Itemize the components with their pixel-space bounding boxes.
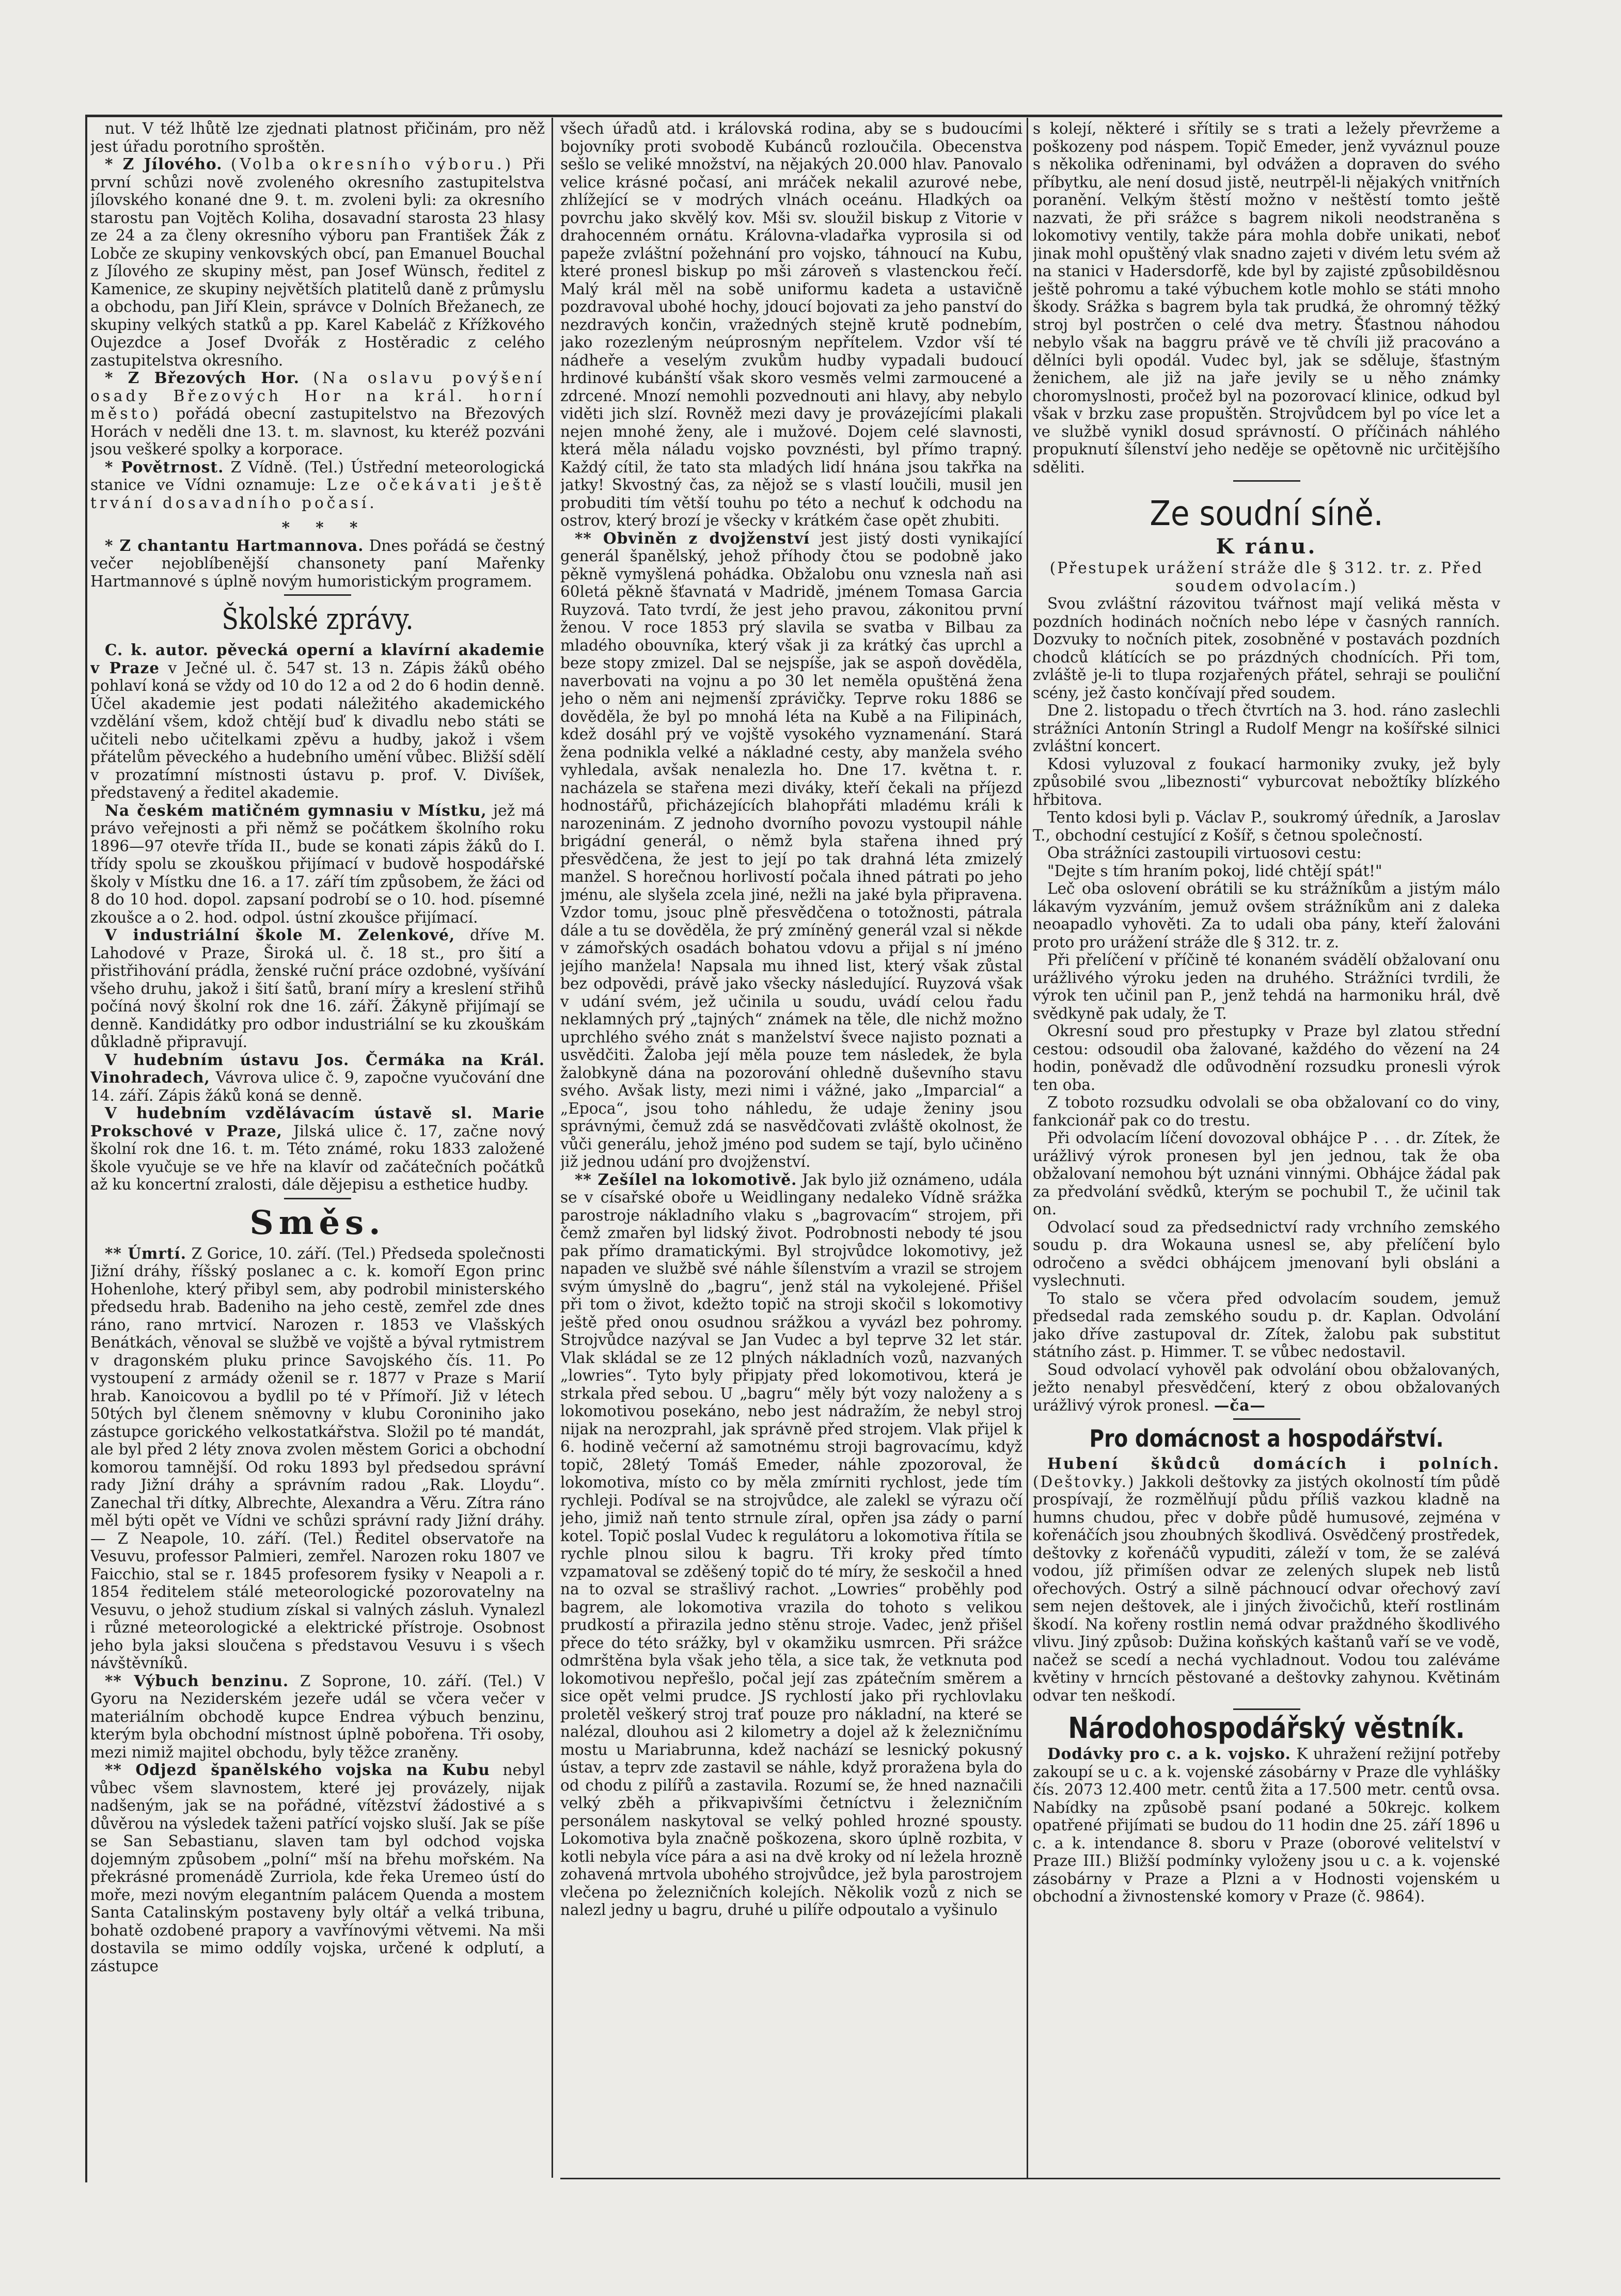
misc-text: jest jistý dosti vynikající generál španělský, jehož příhody čtou se podobně jako pěkně vymyšlená pohádka. Obžalobu onu vznesla naň asi 60letá pěkně šťavnatá v Madridě, jménem Tomasa Garcia Ruyzová. Tato tvrdí, že jest jeho pravou, zákonitou první ženou. V roce 1853 prý slavila se svatba v Bilbau za mladého obouvníka, který však ji za krátký čas uprchl a beze stopy zmizel. Dal se nejspíše, jak se aspoň dověděla, naverbovati na vojnu a po 30 let neměla opuštěná žena jeho o něm ani nejmenší zprávičky. Teprve roku 1886 se dověděla, že byl po mnohá léta na Kubě a na Filipinách, kdež dosáhl prý ve vojště vysokého vyznamenání. Stará žena podnikla velké a nákladné cesty, aby manžela svého vyhledala, avšak nenalezla ho. Dne 17. května t. r. nacházela se stařena mezi diváky, kteří čekali na příjezd hodnostářů, přicházejících blahopřáti mladému králi k narozeninám. Z jednoho dvorního povozu vystoupil náhle brigádní generál, o němž byla stařena ihned prý přesvědčena, že jest to její po tak drahná léta zmizelý manžel. S horečnou horlivostí počala ihned pátrati po jeho jménu, ale slyšela zcela jiné, nežli na jaké byla připravena. Vzdor tomu, jsouc plně přesvědčena o totožnosti, pátrala dále a tu se dověděla, že prý zmíněný generál vzal si někde v zámořských osadách bohatou vdovu a přijal s ní jméno jejího manžela! Napsala mu ihned list, který však zůstal bez odpovědi, právě jako všecky následující. Ruyzová však v udání svém, jež učinila u soudu, uvádí celou řadu neklamných prý „tajných“ známek na těle, dle nichž možno uprchlého svého znát s manželství švece najisto poznati a usvědčiti. Žaloba její měla pouze tem následek, že byla žalobkyně dána na pozorování ohledně duševního stavu svého. Avšak listy, mezi nimi i vážné, jako „Imparcial“ a „Epoca“, jsou toho náhledu, že udaje ženiny jsou správnými, čemuž zdá se nasvědčovati zvláště okolnost, že vůči generálu, jehož jméno pod sudem se tají, bylo učiněno již jednou udání pro dvojženství. xyxy=(560,529,1022,1170)
paragraph: Z toboto rozsudku odvolali se oba obžalovaní co do viny, fankcionář pak co do trestu. xyxy=(1033,1094,1500,1129)
column-1 xyxy=(90,120,545,2180)
paragraph: Kdosi vyluzoval z foukací harmoniky zvuky, jež byly způsobilé svou „libeznosti“ vyburcovat nebožtíky blízkého hřbitova. xyxy=(1033,755,1500,809)
news-text: Při první schůzi nově zvoleného okresního zastupitelstva jílovského konané dne 9. t. m. zvoleni byli: za okresního starostu pan Vojtěch Koliha, dosavadní starosta 23 hlasy ze 24 a za členy okresního výboru pan František Žák z Lobče ze skupiny venkovských obcí, pan Emanuel Bouchal z Jílového ze skupiny měst, pan Josef Wünsch, ředitel z Kamenice, ze skupiny největších platitelů daně z průmyslu a obchodu, pan Jiří Klein, správce v Dolních Břežanech, ze skupiny velkých statků a pp. Karel Kabeláč z Křížkového Oujezdce a Josef Dvořák z Hostěradic z celého zastupitelstva okresního. xyxy=(90,155,545,369)
paragraph: Odvolací soud za předsednictví rady vrchního zemského soudu p. dra Wokauna usnesl se, aby přelíčení bylo odročeno a svědci obhájcem jmenovaní byli obsláni a vyslechnuti. xyxy=(1033,1218,1500,1289)
school-item xyxy=(90,1051,545,1105)
paragraph: Při přelíčení v příčině té konaném svádělí obžalovaní onu urážlivého výroku jeden na druhého. Strážníci tvrdili, že výrok ten učinil pan P., jenž tehdá na harmoniku hrál, dvě svědkyně pak udaly, že T. xyxy=(1033,951,1500,1022)
paragraph: Svou zvláštní rázovitou tvářnost mají veliká města v pozdních hodinách nočních nebo lépe v časných ranních. Dozvuky to nočních pitek, zosobněné v postavách pozdních chodců klátících se po prázdných chodnících. Při tom, zvláště je-li to tlupa rozjařených přátel, sehraji se pouliční scény, jež často končívají před soudem. xyxy=(1033,595,1500,702)
school-item xyxy=(90,802,545,927)
misc-title: ** Obviněn z dvojženství xyxy=(575,529,810,547)
news-brezove xyxy=(90,369,545,458)
misc-item xyxy=(560,530,1022,1171)
news-title: * Z Březových Hor. xyxy=(105,369,300,387)
economy-item xyxy=(1033,1745,1500,1906)
misc-continuation: s kolejí, některé i sřítily se s trati a ležely převržeme a poškozeny pod náspem. Topič Emeder, jenž vyváznul pouze s několika odřeninami, byl odvážen a dopraven do svého příbytku, ale není dosud jistě, neutrpěl-li nějakých vnitřních poranění. Velkým štěstí možno v neštěstí tomto ještě nazvati, že při srážce s bagrem nikoli neodstraněna s lokomotivy ventily, takže pára mohla dobře unikati, neboť jinak mohl opuštěný vlak snadno zajeti v divém letu svém až na stanici v Hadersdorfě, kde byl by zajisté způsobilděsnou ještě pohromu a také výbuchem kotle mohlo se státi mnoho škody. Srážka s bagrem byla tak prudká, že ohromný těžký stroj byl postrčen o celé dva metry. Šťastnou náhodou nebylo však na baggru právě ve tě chvíli již pracováno a dělníci byli opodál. Vudec byl, jak se sděluje, šťastným ženichem, ale již na jaře jevily se u něho známky choromyslnosti, pročež byl na pozorovací klinice, odkud byl však v brzku zase propuštěn. Strojvůdcem byl po více let a ve službě vynikl dosud správností. O příčinách náhlého propuknutí šílenství jeho neděje se opětovně nic určitějšího sděliti. xyxy=(1033,120,1500,476)
misc-text: nebyl vůbec všem slavnostem, které jej provázely, nijak nadšeným, jak se na pořádné, vítězství žádostivé a s důvěrou na výsledek taženi patřící vojsko sluší. Jak se píše se San Sebastianu, slaven tam byl odchod vojska dojemným způsobem „polní“ mší na břehu mořském. Na překrásné promenádě Zurriola, kde řeka Uremeo ústí do moře, mezi novým elegantním palácem Quenda a mostem Santa Catalinským postaveny byly oltář a velká tribuna, bohatě ozdobené prapory a vavřínovými větvemi. Na mši dostavila se mimo oddíly vojska, určené k odplutí, a zástupce xyxy=(90,1761,545,1975)
misc-title: ** Výbuch benzinu. xyxy=(105,1671,289,1690)
article-subtitle: (Přestupek urážení stráže dle § 312. tr. z. Před soudem odvolacím.) xyxy=(1049,559,1484,595)
school-text: v Ječné ul. č. 547 st. 13 n. Zápis žáků obého pohlaví koná se vždy od 10 do 12 a od 2 do 6 hodin denně. Účel akademie jest podati náležitého akademického vzdělání všem, kdož chtějí buď k divadlu nebo státi se učiteli nebo učitelkami zpěvu a hudby, jakož i všem přátelům pěveckého a hudebního umění vůbec. Bližší sdělí v prozatímní místnosti ústavu p. prof. V. Divíšek, představený a ředitel akademie. xyxy=(90,659,545,801)
news-jilove xyxy=(90,155,545,369)
news-title: * Z Jílového. xyxy=(105,155,223,173)
misc-title: ** Zešílel na lokomotivě. xyxy=(575,1170,797,1189)
divider xyxy=(284,594,351,596)
news-subtitle: (Volba okresního výboru.) xyxy=(230,155,514,173)
news-subtitle: (Na oslavu povýšení osady Březových Hor na král. horní město) xyxy=(90,369,545,422)
news-title: * Z chantantu Hartmannova. xyxy=(105,536,364,555)
school-text: jež má právo veřejnosti a při němž se počátkem školního roku 1896—97 otevře třída II., bude se konati zápis žáků do I. třídy spolu se zkouškou přijímací v budově hospodářské školy v Místku dne 16. a 17. září tím způsobem, že žáci od 8 do 10 hod. dopol. zapsaní podrobí se o 10. hod. písemné zkoušce a o 2. hod. odpol. ústní zkoušce přijímací. xyxy=(90,801,545,926)
bottom-rule xyxy=(560,2178,1500,2179)
column-rule-1 xyxy=(552,118,553,2178)
news-text: Dnes pořádá se čestný večer nejoblíbenější chansonety paní Mařenky Hartmannové s úplně novým humoristickým programem. xyxy=(90,536,545,590)
column-rule-2 xyxy=(1027,118,1028,2178)
paragraph: Leč oba oslovení obrátili se ku strážníkům a jistým málo lákavým vyzváním, jemuž ovšem strážníkům ani z daleka neoapadlo vyhověti. Za to udali oba pány, kteří žalováni proto pro urážení stráže dle § 312. tr. z. xyxy=(1033,880,1500,951)
misc-item xyxy=(90,1672,545,1762)
misc-continuation: všech úřadů atd. i královská rodina, aby se s budoucími bojovníky proti svobodě Kubánců rozloučila. Obecenstva sešlo se veliké množství, na nějakých 20.000 hlav. Panovalo velice krásné počasí, ani mráček nekalil azurové nebe, zhlížející se v modrých vlnách oceánu. Hladkých oa povrchu jako skvělý kov. Mši sv. sloužil biskup z Vitorie v drahocenném ornátu. Královna-vladařka vyprosila si od papeže zvláštní požehnání pro vojsko, táhnoucí na Kubu, které pronesl biskup po mši zároveň s vlastenckou řečí. Malý král měl na sobě uniformu kadeta a ustavičně pozdravoval ubohé hochy, jdoucí bojovati za jeho panství do nezdravých končin, vražedných stejně krutě podnebím, jako rozezleným neúprosným nepřítelem. Vzdor vší té nádheře a veselým zvukům hudby vypadali budoucí hrdinové kubánští však skoro vesměs velmi zarmoucené a zdrcené. Mnozí nemohli pozvednouti ani hlavy, aby nebylo viděti jich slzí. Rovněž mezi davy je provázejícími plakali nejen mnohé ženy, ale i mužové. Dojem celé slavnosti, která měla náladu vojsko povznésti, byl přímo trapný. Každý cítil, že tato sta mladých lidí hnána jsou takřka na jatky! Skvostný čas, za nějož se s vlastí loučili, musil jen probuditi tím větší touhu po této a nechuť k odchodu na ostrov, který brozí je všecky v krátkém čase opět zhubiti. xyxy=(560,120,1022,529)
paragraph: Dne 2. listopadu o třech čtvrtích na 3. hod. ráno zaslechli strážníci Antonín Stringl a Rudolf Mengr na košířské silnici zvláštní koncert. xyxy=(1033,702,1500,755)
paragraph-text: Soud odvolací vyhověl pak odvolání obou obžalovaných, ježto nenabyl přesvědčení, který z obou obžalovaných urážlivý výrok pronesl. xyxy=(1033,1360,1500,1414)
school-title: V hudebním ústavu Jos. Čermáka na Král. Vinohradech, xyxy=(90,1050,545,1086)
misc-item xyxy=(90,1761,545,1975)
misc-text: Jak bylo již oznámeno, udála se v císařské oboře u Weidlingany nedaleko Vídně srážka parostroje nákladního vlaku s „bagrovacím“ strojem, při čemž zmařen byl lidský život. Podrobnosti nebody té jsou pak přímo dramatickými. Byl strojvůdce lokomotivy, jež napaden ve službě své náhle šílenstvím a vrazil se strojem svým úmyslně do „bagru“, jenž stál na vykolejené. Přišel při tom o život, kdežto topič na stroji skočil s lokomotivy ještě před onou osudnou srážkou a vyvázl bez pohromy. Strojvůdce nazýval se Jan Vudec a byl teprve 32 let stár. Vlak skládal se ze 12 plných nákladních vozů, nazvaných „lowries“. Tyto byly připjaty před lokomotivou, která je strkala před sebou. U „bagru“ měly být vozy naloženy a s lokomotivou posekáno, nebo jest nádražím, že nebyl stroj nijak na nerozprahl, jak správně před strojem. Vlak přijel k 6. hodině večerní až samotnému stroji bagrovacímu, když topič, 28letý Tomáš Emeder, náhle zpozoroval, že lokomotiva, místo co by měla zmírniti rychlost, jede tím rychleji. Podíval se na strojvůdce, ale zalekl se výrazu očí jeho, jimiž naň tento strnule zíral, opřen jsa zády o parní kotel. Topič poslal Vudec k regulátoru a lokomotiva řítila se rychle plnou silou k bagru. Tři kroky před tímto vzpamatoval se zděšený topič do té míry, že seskočil a hned na to ozval se strašlivý rachot. „Lowries“ proběhly pod bagrem, ale lokomotiva vrazila do tohoto s velikou prudkostí a přirazila jedno stěnu stroje. Vadec, jenž přišel přece do této srážky, byl v okamžiku usmrcen. Při srážce odmrštěna byla však jeho těla, a sice tak, že vetknuta pod lokomotivou nepřešlo, počal její zas zpátečním směrem a sice opět velmi prudce. JS rychlostí jako při rychlovlaku proletěl veškerý stroj trať pouze pro nákladní, na které se nalézal, dlouhou asi 2 kilometry a dojel až k železničnímu mostu u Mariabrunna, kdež nachází se lesnický pokusný ústav, a teprv zde zastavil se náhle, když proražena byla do od chodu z pilířů a zastavila. Rozumí se, že hned naznačili velký zběh a přikvapivšími četníctvu i železničním personálem naskytoval se velký pohled hrozné spousty. Lokomotiva byla značně poškozena, skoro úplně rozbita, v kotli nebyla více pára a asi na dvě kroky od ní ležela hrozně zohavená mrtvola ubohého strojvůdce, jež byla parostrojem vlečena po železničních kolejích. Několik vozů z nich se nalezl jedny u bagru, druhé u pilíře odpoutalo a vyšinulo xyxy=(560,1170,1022,1919)
school-item xyxy=(90,926,545,1051)
news-text: pořádá obecní zastupitelstvo na Březových Horách v neděli dne 13. t. m. slavnost, ku kteréž pozváni jsou veškeré spolky a korporace. xyxy=(90,405,545,458)
paragraph xyxy=(1033,1361,1500,1415)
misc-text: Z Gorice, 10. září. (Tel.) Předseda společnosti Jižní dráhy, říšský poslanec a c. k. komoří Egon princ Hohenlohe, který přibyl sem, aby podrobil ministerského předsedu hrab. Badeniho na jeho cestě, zemřel zde dnes ráno, rano mrtvicí. Narozen r. 1853 ve Vlašských Benátkách, věnoval se službě ve vojště a býval rytmistrem v dragonském pluku prince Savojského čís. 11. Po vystoupení z armády oženil se r. 1877 v Praze s Marií hrab. Kanoicovou a bydlil po té v Přímoří. Již v létech 50tých byl členem sněmovny v klubu Coroniniho jako zástupce gorického velkostatkářstva. Složil po té mandát, ale byl před 2 léty znova zvolen městem Gorici a obchodní komorou tamnější. Od roku 1893 byl předsedou správní rady Jižní dráhy a správním radou „Rak. Lloydu“. Zanechal tři dítky, Albrechte, Alexandra a Věru. Zítra ráno měl býti opět ve Vídni ve schůzi správní rady Jižní dráhy. — Z Neapole, 10. září. (Tel.) Ředitel observatoře na Vesuvu, professor Palmieri, zemřel. Narozen roku 1807 ve Faicchio, stal se r. 1845 profesorem fysiky v Neapoli a r. 1854 ředitelem stálé meteorologické pozorovatelny na Vesuvu, o jehož studium získal si valných zásluh. Vynalezl i různé meteorologické a elektrické přístroje. Osobnost jeho byla jaksi sloučena s představou Vesuvu i s všech návštěvníků. xyxy=(90,1244,545,1672)
school-text: dříve M. Lahodové v Praze, Široká ul. č. 18 st., pro šití a přistřihování prádla, ženské ruční práce ozdobné, vyšívání všeho druhu, jakož i šití šatů, braní míry a kreslení střihů počíná nový školní rok dne 16. září. Žákyně přijímají se denně. Kandidátky pro odbor industriální se ku zkouškám důkladně připravují. xyxy=(90,926,545,1051)
divider xyxy=(284,1198,351,1199)
household-subtitle: (Deštovky.) xyxy=(1033,1472,1136,1491)
misc-title: ** Úmrtí. xyxy=(105,1244,187,1262)
household-text: Jakkoli deštovky za jistých okolností tím půdě prospívají, že rozmělňují půdu příliš vazkou kladně na humns chudou, přec v dobře půdě humusové, zejména v kořenáčích jsou zhoubných škodlivá. Osvědčený prostředek, deštovky z kořenáčů vypuditi, záleží v tom, že se zalévá vodou, jíž přimíšen odvar ze zelených slupek neb listů ořechových. Ostrý a silně páchnoucí odvar ořechový zaví sem nejen deštovek, ale i jiných živočichů, kteří rostlinám škodí. Na kořeny rostlin nemá odvar praždného škodlivého vlivu. Jiný způsob: Dužina koňských kaštanů vaří se ve vodě, načež se scedí a nechá vychladnout. Vodou tou zaléváme květiny v hrncích pěstované a deštovky zahynou. Květinám odvar ten neškodí. xyxy=(1033,1472,1500,1704)
author-sign: —ča— xyxy=(1214,1396,1266,1414)
misc-title: ** Odjezd španělského vojska na Kubu xyxy=(105,1761,490,1779)
school-text: Vávrova ulice č. 9, započne vyučování dne 14. září. Zápis žáků koná se denně. xyxy=(90,1069,545,1104)
school-item xyxy=(90,1104,545,1194)
column-3 xyxy=(1033,120,1500,2180)
misc-item xyxy=(560,1171,1022,1919)
section-heading-skolske: Školské zprávy. xyxy=(222,603,414,636)
news-chantantu xyxy=(90,537,545,591)
section-heading-domacnost: Pro domácnost a hospodářství. xyxy=(1089,1424,1444,1452)
paragraph: Oba strážníci zastoupili virtuosovi cestu: xyxy=(1047,844,1362,862)
household-item xyxy=(1033,1455,1500,1704)
paragraph: To stalo se včera před odvolacím soudem, jemuž předsedal rada zemského soudu p. dr. Kaplan. Odvolání jako dříve zastupoval dr. Zítek, žalobu pak substitut státního zást. p. Himmer. T. se vůbec nedostavil. xyxy=(1033,1289,1500,1360)
paragraph: nut. V též lhůtě lze zjednati platnost přičinám, pro něž jest úřadu porotního sproštěn. xyxy=(90,120,545,155)
article-title: K ránu. xyxy=(1216,534,1317,559)
section-heading-smes: Směs. xyxy=(249,1203,386,1242)
news-subtitle: Lze očekávati ještě trvání dosavadního počasí. xyxy=(90,476,545,512)
school-item xyxy=(90,641,545,802)
economy-title: Dodávky pro c. a k. vojsko. xyxy=(1047,1745,1291,1763)
divider xyxy=(1233,1418,1300,1420)
school-title: V industriální škole M. Zelenkové, xyxy=(105,926,455,944)
paragraph: "Dejte s tím hraním pokoj, lidé chtějí spát!" xyxy=(1047,862,1382,880)
section-heading-narodo: Národohospodářský věstník. xyxy=(1068,1712,1465,1745)
economy-text: K uhražení režijní potřeby zakoupí se u c. a k. vojenské zásobárny v Praze dle vyhlášky čís. 2073 12.400 metr. centů žita a 17.500 metr. centů ovsa. Nabídky na způsobě psaní podané a 50krejc. kolkem opatřené přijímati se budou do 11 hodin dne 25. září 1896 u c. a k. intendance 8. sboru v Praze (oborové velitelství v Praze III.) Bližší podmínky vyloženy jsou u c. a k. vojenské zásobárny v Praze a Plzni a v Hodnosti vojenském u obchodní a živnostenské komory v Praze (č. 9864). xyxy=(1033,1745,1500,1905)
misc-text: Z Soprone, 10. září. (Tel.) V Gyoru na Neziderském jezeře udál se včera večer v materiálním obchodě kupce Endrea výbuch benzinu, kterým byla obchodní místnost úplně pobořena. Tři osoby, mezi nimiž majitel obchodu, byly těžce zraněny. xyxy=(90,1672,545,1761)
section-stars: * * * xyxy=(281,518,368,536)
misc-item xyxy=(90,1245,545,1672)
news-title: * Povětrnost. xyxy=(105,457,224,476)
school-title: C. k. autor. pěvecká operní a klavírní akademie v Praze xyxy=(90,641,545,677)
divider xyxy=(1233,1708,1300,1710)
column-2 xyxy=(560,120,1022,2180)
school-title: Na českém matičném gymnasiu v Místku, xyxy=(105,801,487,819)
household-title: Hubení škůdců domácích i polních. xyxy=(1047,1454,1500,1472)
news-pocasi xyxy=(90,458,545,512)
school-text: Jilská ulice č. 17, začne nový školní rok dne 16. t. m. Této známé, roku 1833 založené škole vyučuje se ve hře na klavír od začátečních počátků až ku koncertní zralosti, dále dějepisu a esthetice hudby. xyxy=(90,1122,545,1193)
paragraph: Při odvolacím líčení dovozoval obhájce P . . . dr. Zítek, že urážlivý výrok pronesen byl jen jednou, tak že oba obžalovaní nemohou být uznáni vinnými. Obhájce žádal pak za předvolání svědků, kterým se pochubil T., že učinil tak on. xyxy=(1033,1129,1500,1218)
section-heading-soud: Ze soudní síně. xyxy=(1150,494,1383,533)
paragraph: Okresní soud pro přestupky v Praze byl zlatou střední cestou: odsoudil oba žalované, každého do vězení na 24 hodin, poněvadž dle odůvodnění rozsudku pronesli výrok ten oba. xyxy=(1033,1022,1500,1094)
news-text: Z Vídně. (Tel.) Ústřední meteorologická stanice ve Vídni oznamuje: xyxy=(90,458,545,494)
school-title: V hudebním vzdělávacím ústavě sl. Marie Prokschové v Praze, xyxy=(90,1104,545,1140)
divider xyxy=(1233,480,1300,482)
paragraph: Tento kdosi byli p. Václav P., soukromý úředník, a Jaroslav T., obchodní cestující z Košíř, s četnou společností. xyxy=(1033,809,1500,844)
